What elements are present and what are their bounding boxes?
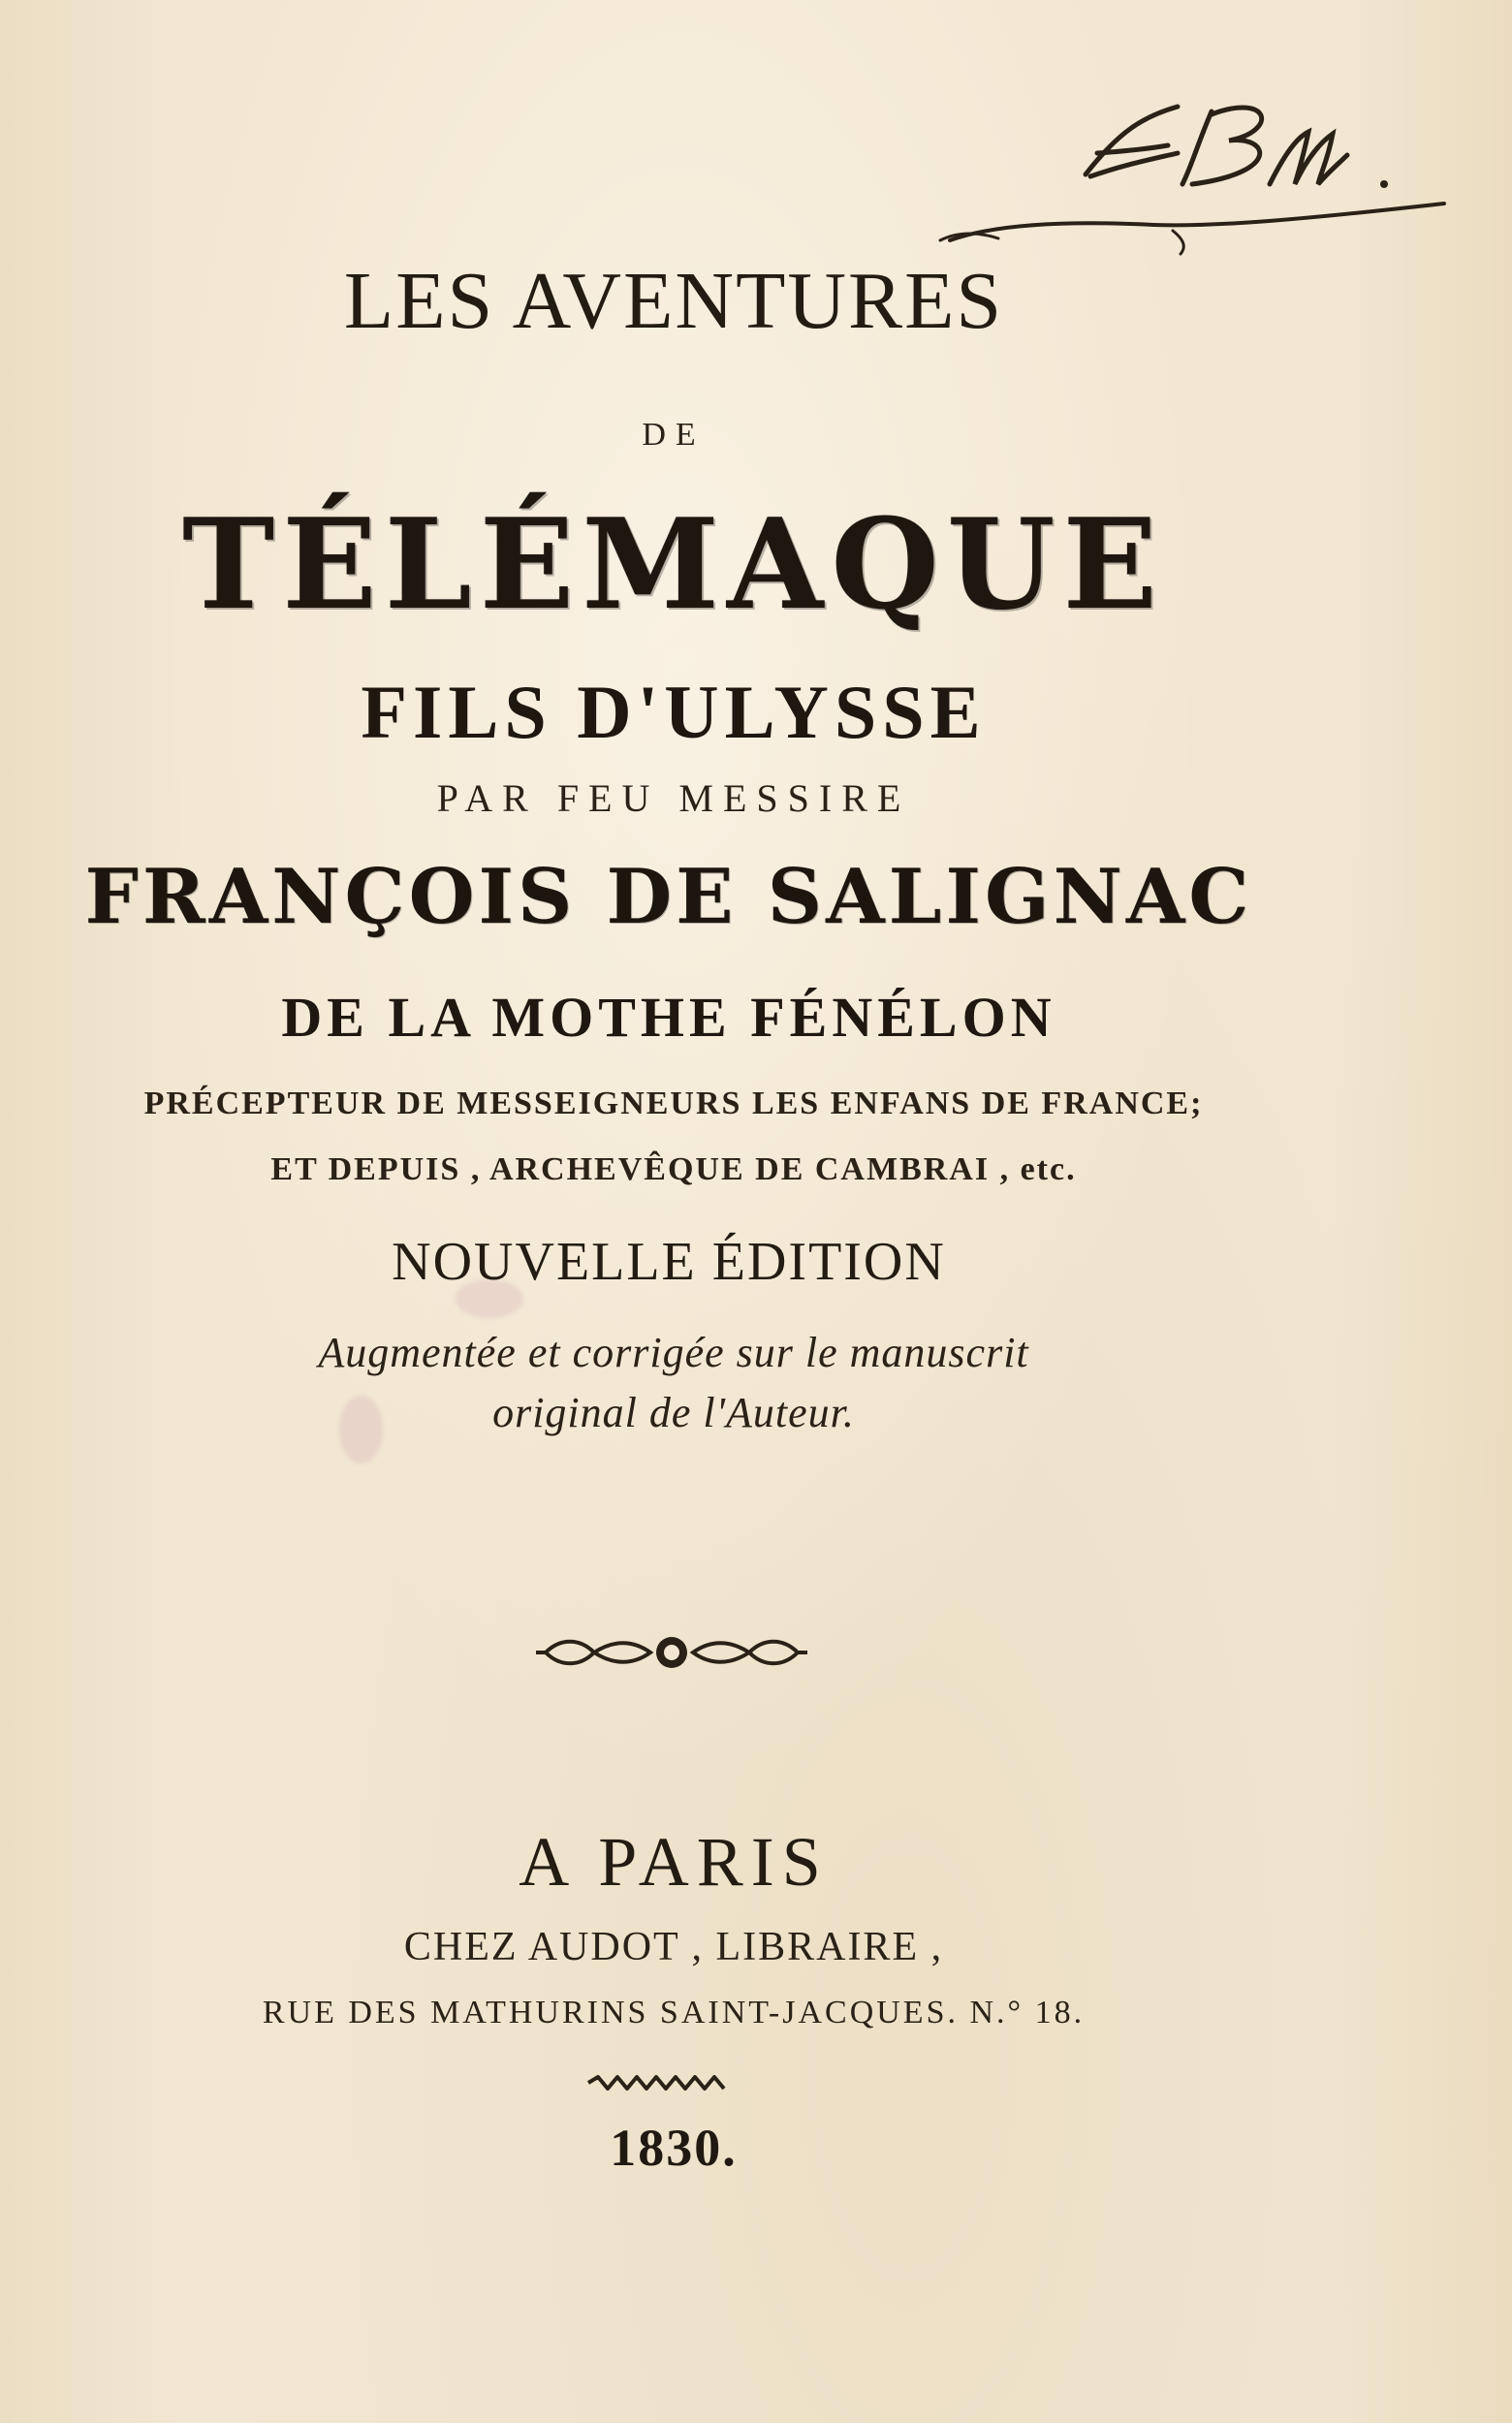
svg-text:EBm.: EBm.	[921, 39, 924, 40]
decorative-title-text: TÉLÉMAQUE	[181, 492, 1166, 638]
title-line-les-aventures: LES AVENTURES	[343, 256, 1004, 346]
title-line-de: DE	[642, 417, 706, 453]
author-name-line-1: FRANÇOIS DE SALIGNAC	[84, 853, 1253, 941]
imprint-year: 1830.	[610, 2119, 738, 2177]
decorative-rule	[583, 2074, 729, 2092]
edition-line: NOUVELLE ÉDITION	[392, 1232, 946, 1292]
edition-note-line-2: original de l'Auteur.	[492, 1389, 855, 1436]
handwritten-signature	[921, 39, 1464, 271]
author-name-line-2: DE LA MOTHE FÉNÉLON	[281, 986, 1056, 1049]
imprint-place: A PARIS	[519, 1823, 829, 1901]
title-line-fils-dulysse: FILS D'ULYSSE	[361, 670, 987, 754]
edition-note-line-1: Augmentée et corrigée sur le manuscrit	[318, 1329, 1029, 1376]
byline-par-feu-messire: PAR FEU MESSIRE	[436, 776, 911, 820]
imprint-address: RUE DES MATHURINS SAINT-JACQUES. N.° 18.	[262, 1995, 1086, 2030]
author-role-line-2: ET DEPUIS , ARCHEVÊQUE DE CAMBRAI , etc.	[270, 1151, 1077, 1187]
printer-ornament	[536, 1628, 807, 1677]
author-role-line-1: PRÉCEPTEUR DE MESSEIGNEURS LES ENFANS DE FRANCE;	[143, 1086, 1204, 1121]
title-line-telemaque	[0, 492, 1347, 638]
imprint-publisher: CHEZ AUDOT , LIBRAIRE ,	[403, 1925, 944, 1969]
